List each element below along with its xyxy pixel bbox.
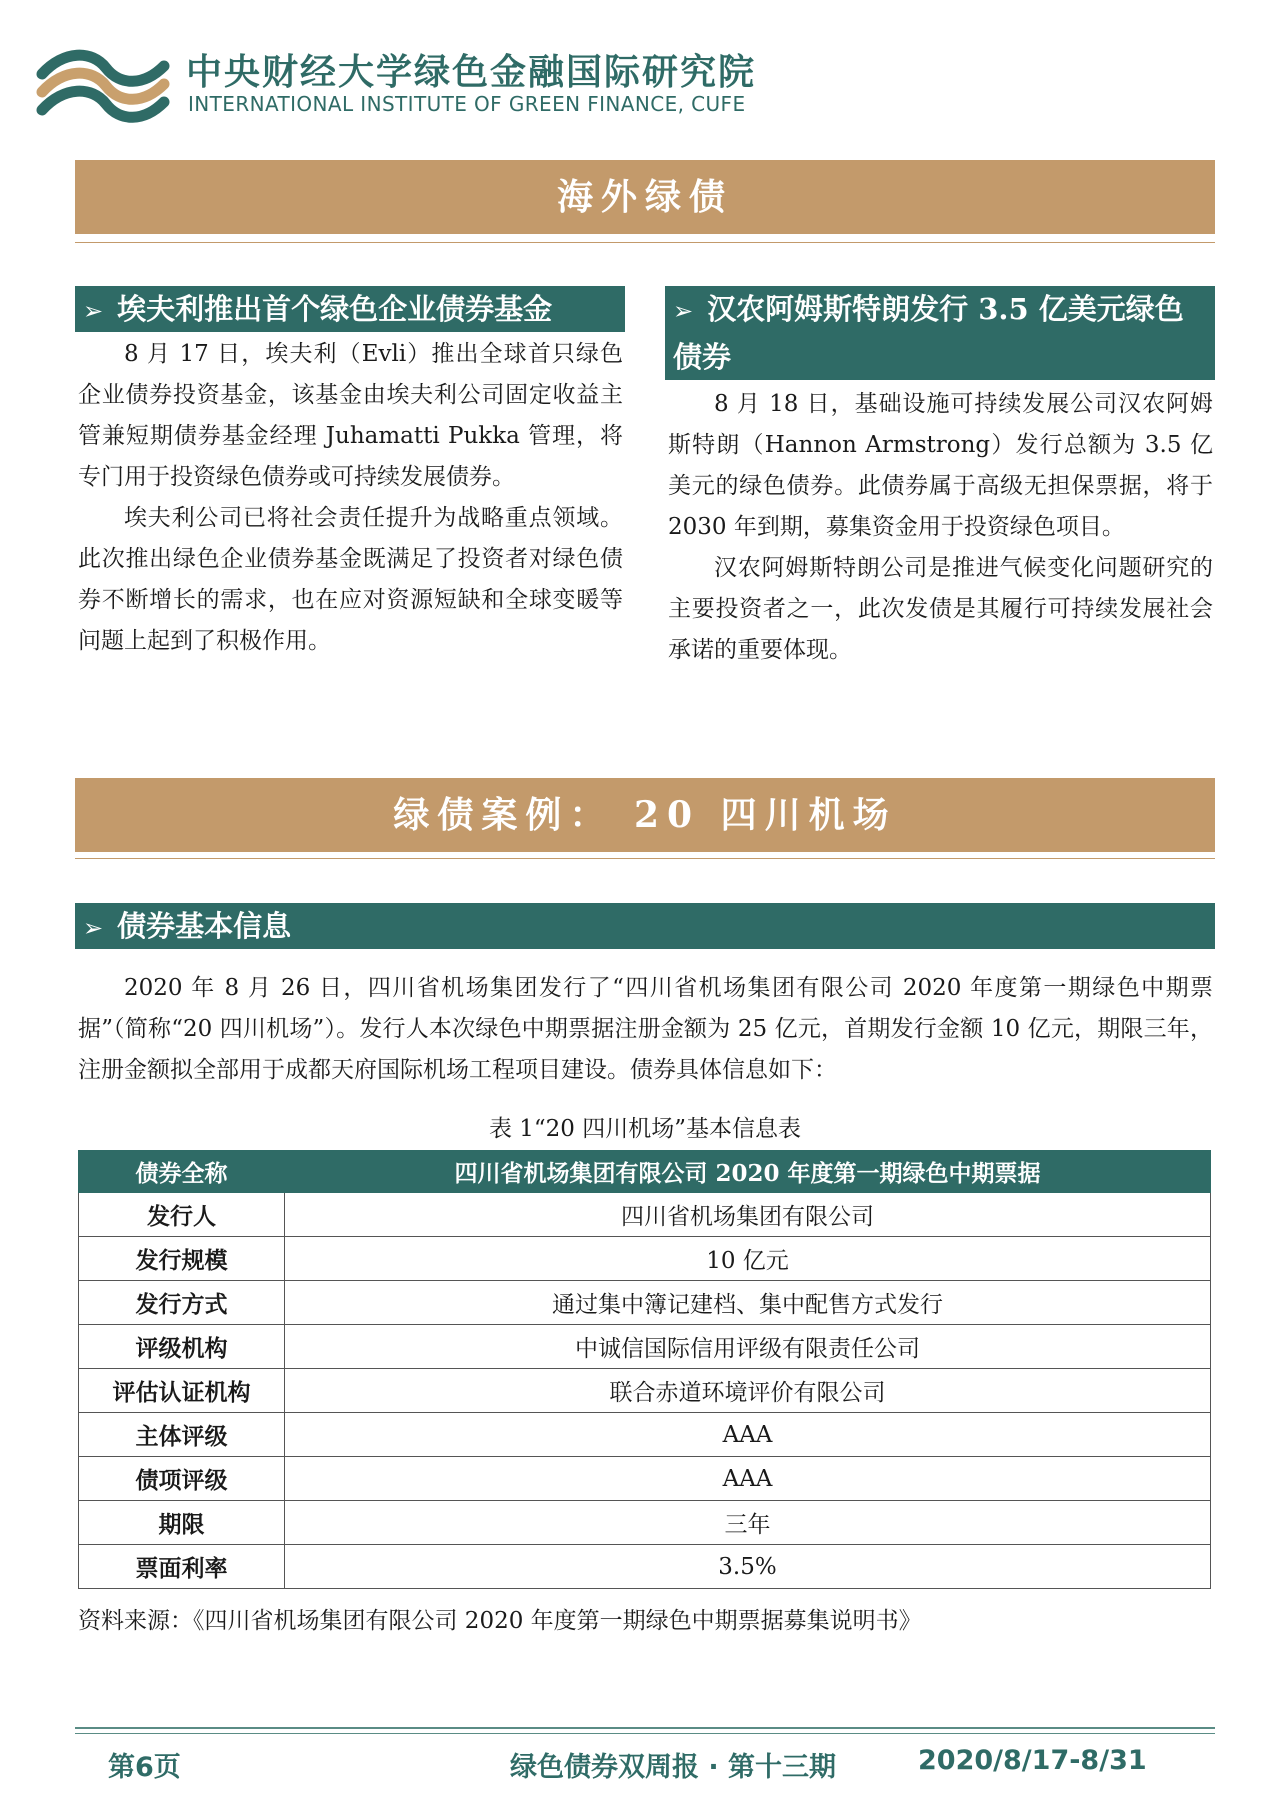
table-caption: 表 1“20 四川机场”基本信息表 [488,1116,802,1142]
row-value: 3.5% [285,1545,1211,1589]
right-article-title: 汉农阿姆斯特朗发行 3.5 亿美元绿色债券 [673,292,1184,374]
left-article-para-1: 8 月 17 日，埃夫利（Evli）推出全球首只绿色企业债券投资基金，该基金由埃夫利公司固定收益主管兼短期债券基金经理 Juhamatti Pukka 管理，将专门用于投资绿色债券或可持续发展债券。 [78,341,623,490]
row-key: 期限 [79,1501,285,1545]
basic-info-body [78,968,1213,1091]
left-article-para-2: 埃夫利公司已将社会责任提升为战略重点领域。此次推出绿色企业债券基金既满足了投资者对绿色债券不断增长的需求，也在应对资源短缺和全球变暖等问题上起到了积极作用。 [78,505,623,654]
table-row [79,1501,1211,1545]
row-value: AAA [285,1457,1211,1501]
issue-date-range: 2020/8/17-8/31 [918,1745,1147,1776]
row-value: 通过集中簿记建档、集中配售方式发行 [285,1281,1211,1325]
row-key: 评级机构 [79,1325,285,1369]
table-row [79,1545,1211,1589]
arrow-bullet-icon: ➢ [673,297,694,325]
right-article-para-2: 汉农阿姆斯特朗公司是推进气候变化问题研究的主要投资者之一，此次发债是其履行可持续发展社会承诺的重要体现。 [668,555,1213,663]
row-value: 10 亿元 [285,1237,1211,1281]
table-row [79,1281,1211,1325]
institute-logo [34,44,170,126]
right-article-para-1: 8 月 18 日，基础设施可持续发展公司汉农阿姆斯特朗（Hannon Armstrong）发行总额为 3.5 亿美元的绿色债券。此债券属于高级无担保票据，将于 2030 年到期，募集资金用于投资绿色项目。 [668,391,1213,540]
footer-rule [75,1733,1215,1734]
basic-info-title: 债券基本信息 [117,909,292,943]
table-row [79,1413,1211,1457]
footer-rule [75,1727,1215,1729]
arrow-bullet-icon: ➢ [83,914,104,942]
table-header-row [79,1151,1211,1193]
row-key: 债项评级 [79,1457,285,1501]
table-row [79,1325,1211,1369]
row-value: 中诚信国际信用评级有限责任公司 [285,1325,1211,1369]
table-row [79,1457,1211,1501]
row-value: 四川省机场集团有限公司 [285,1193,1211,1237]
banner-underline [75,858,1215,859]
row-key: 发行人 [79,1193,285,1237]
row-key: 票面利率 [79,1545,285,1589]
right-article-body [668,384,1213,671]
table-row [79,1193,1211,1237]
left-article-body [78,334,623,662]
bond-case-banner: 绿债案例： 20 四川机场 [75,778,1215,852]
publication-name: 绿色债券双周报 · 第十三期 [510,1752,837,1783]
row-key: 发行规模 [79,1237,285,1281]
row-key: 评估认证机构 [79,1369,285,1413]
table-source-note: 资料来源：《四川省机场集团有限公司 2020 年度第一期绿色中期票据募集说明书》 [78,1608,922,1634]
right-article-heading [665,286,1215,380]
page-number: 第6页 [108,1752,181,1783]
table-header-key: 债券全称 [79,1151,285,1193]
table-row [79,1237,1211,1281]
arrow-bullet-icon: ➢ [83,297,104,325]
table-row [79,1369,1211,1413]
institute-name-en: INTERNATIONAL INSTITUTE OF GREEN FINANCE, CUFE [188,92,746,116]
overseas-green-bonds-banner: 海外绿债 [75,160,1215,234]
row-value: AAA [285,1413,1211,1457]
bond-info-table [78,1150,1211,1589]
row-key: 主体评级 [79,1413,285,1457]
basic-info-para: 2020 年 8 月 26 日，四川省机场集团发行了“四川省机场集团有限公司 2020 年度第一期绿色中期票据”（简称“20 四川机场”）。发行人本次绿色中期票据注册金额为 25 亿元，首期发行金额 10 亿元，期限三年，注册金额拟全部用于成都天府国际机场工程项目建设。债券具体信息如下： [78,975,1213,1083]
banner-underline [75,242,1215,243]
left-article-title: 埃夫利推出首个绿色企业债券基金 [117,292,553,326]
institute-name-cn: 中央财经大学绿色金融国际研究院 [186,52,757,93]
left-article-heading [75,286,625,332]
row-value: 联合赤道环境评价有限公司 [285,1369,1211,1413]
row-key: 发行方式 [79,1281,285,1325]
basic-info-heading [75,903,1215,949]
row-value: 三年 [285,1501,1211,1545]
table-header-value: 四川省机场集团有限公司 2020 年度第一期绿色中期票据 [285,1151,1211,1193]
